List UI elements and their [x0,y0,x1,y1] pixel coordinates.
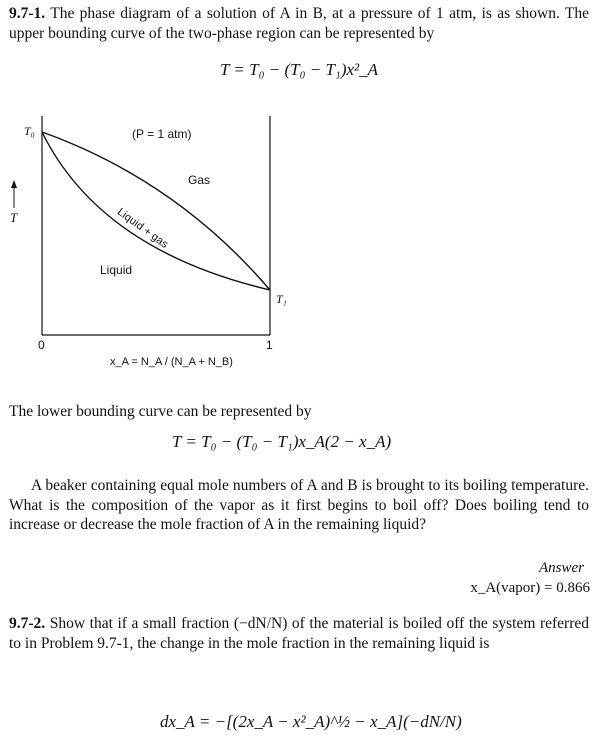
problem-2-statement [9,614,589,653]
upper-curve-equation: T = T₀ − (T₀ − T₁)x²_A [220,60,379,79]
problem-1-number: 9.7-1. [9,5,46,22]
pressure-label: (P = 1 atm) [132,127,192,141]
t-axis-label: T [10,210,18,225]
xa-definition: x_A = N_A / (N_A + N_B) [110,356,233,368]
phase-diagram [0,110,612,390]
problem-2-number: 9.7-2. [9,615,46,632]
t0-label: T₀ [24,124,35,138]
gas-region-label: Gas [188,173,211,187]
liquid-region-label: Liquid [100,263,133,277]
x-min-label: 0 [38,338,45,352]
lower-curve-text: The lower bounding curve can be represented by [9,403,312,420]
upper-bounding-curve [42,132,270,290]
lower-curve-equation: T = T₀ − (T₀ − T₁)x_A(2 − x_A) [172,432,392,451]
t1-label: T₁ [276,292,287,306]
answer-value: x_A(vapor) = 0.866 [470,580,590,596]
problem-2-equation: dx_A = −[(2x_A − x²_A)^½ − x_A](−dN/N) [160,712,462,731]
problem-1-statement [9,4,589,43]
answer-label: Answer [539,560,584,576]
problem-2-text: Show that if a small fraction (−dN/N) of the material is boiled off the system referred to in Problem 9.7-1, the change in the mole fraction in the remaining liquid is [9,615,590,652]
liquid-gas-region-label: Liquid + gas [114,206,171,251]
x-max-label: 1 [266,338,273,352]
lower-bounding-curve [42,132,270,290]
t-axis-arrowhead [11,180,17,188]
question-text: A beaker containing equal mole numbers of A and B is brought to its boiling temperature. What is the composition of the vapor as it first begins to boil off? Does boiling tend to increase or decrease the mole fraction of A in the remaining liquid? [9,477,589,533]
problem-1-text: The phase diagram of a solution of A in B, at a pressure of 1 atm, is as shown. The upper bounding curve of the two-phase region can be represented by [9,5,589,42]
